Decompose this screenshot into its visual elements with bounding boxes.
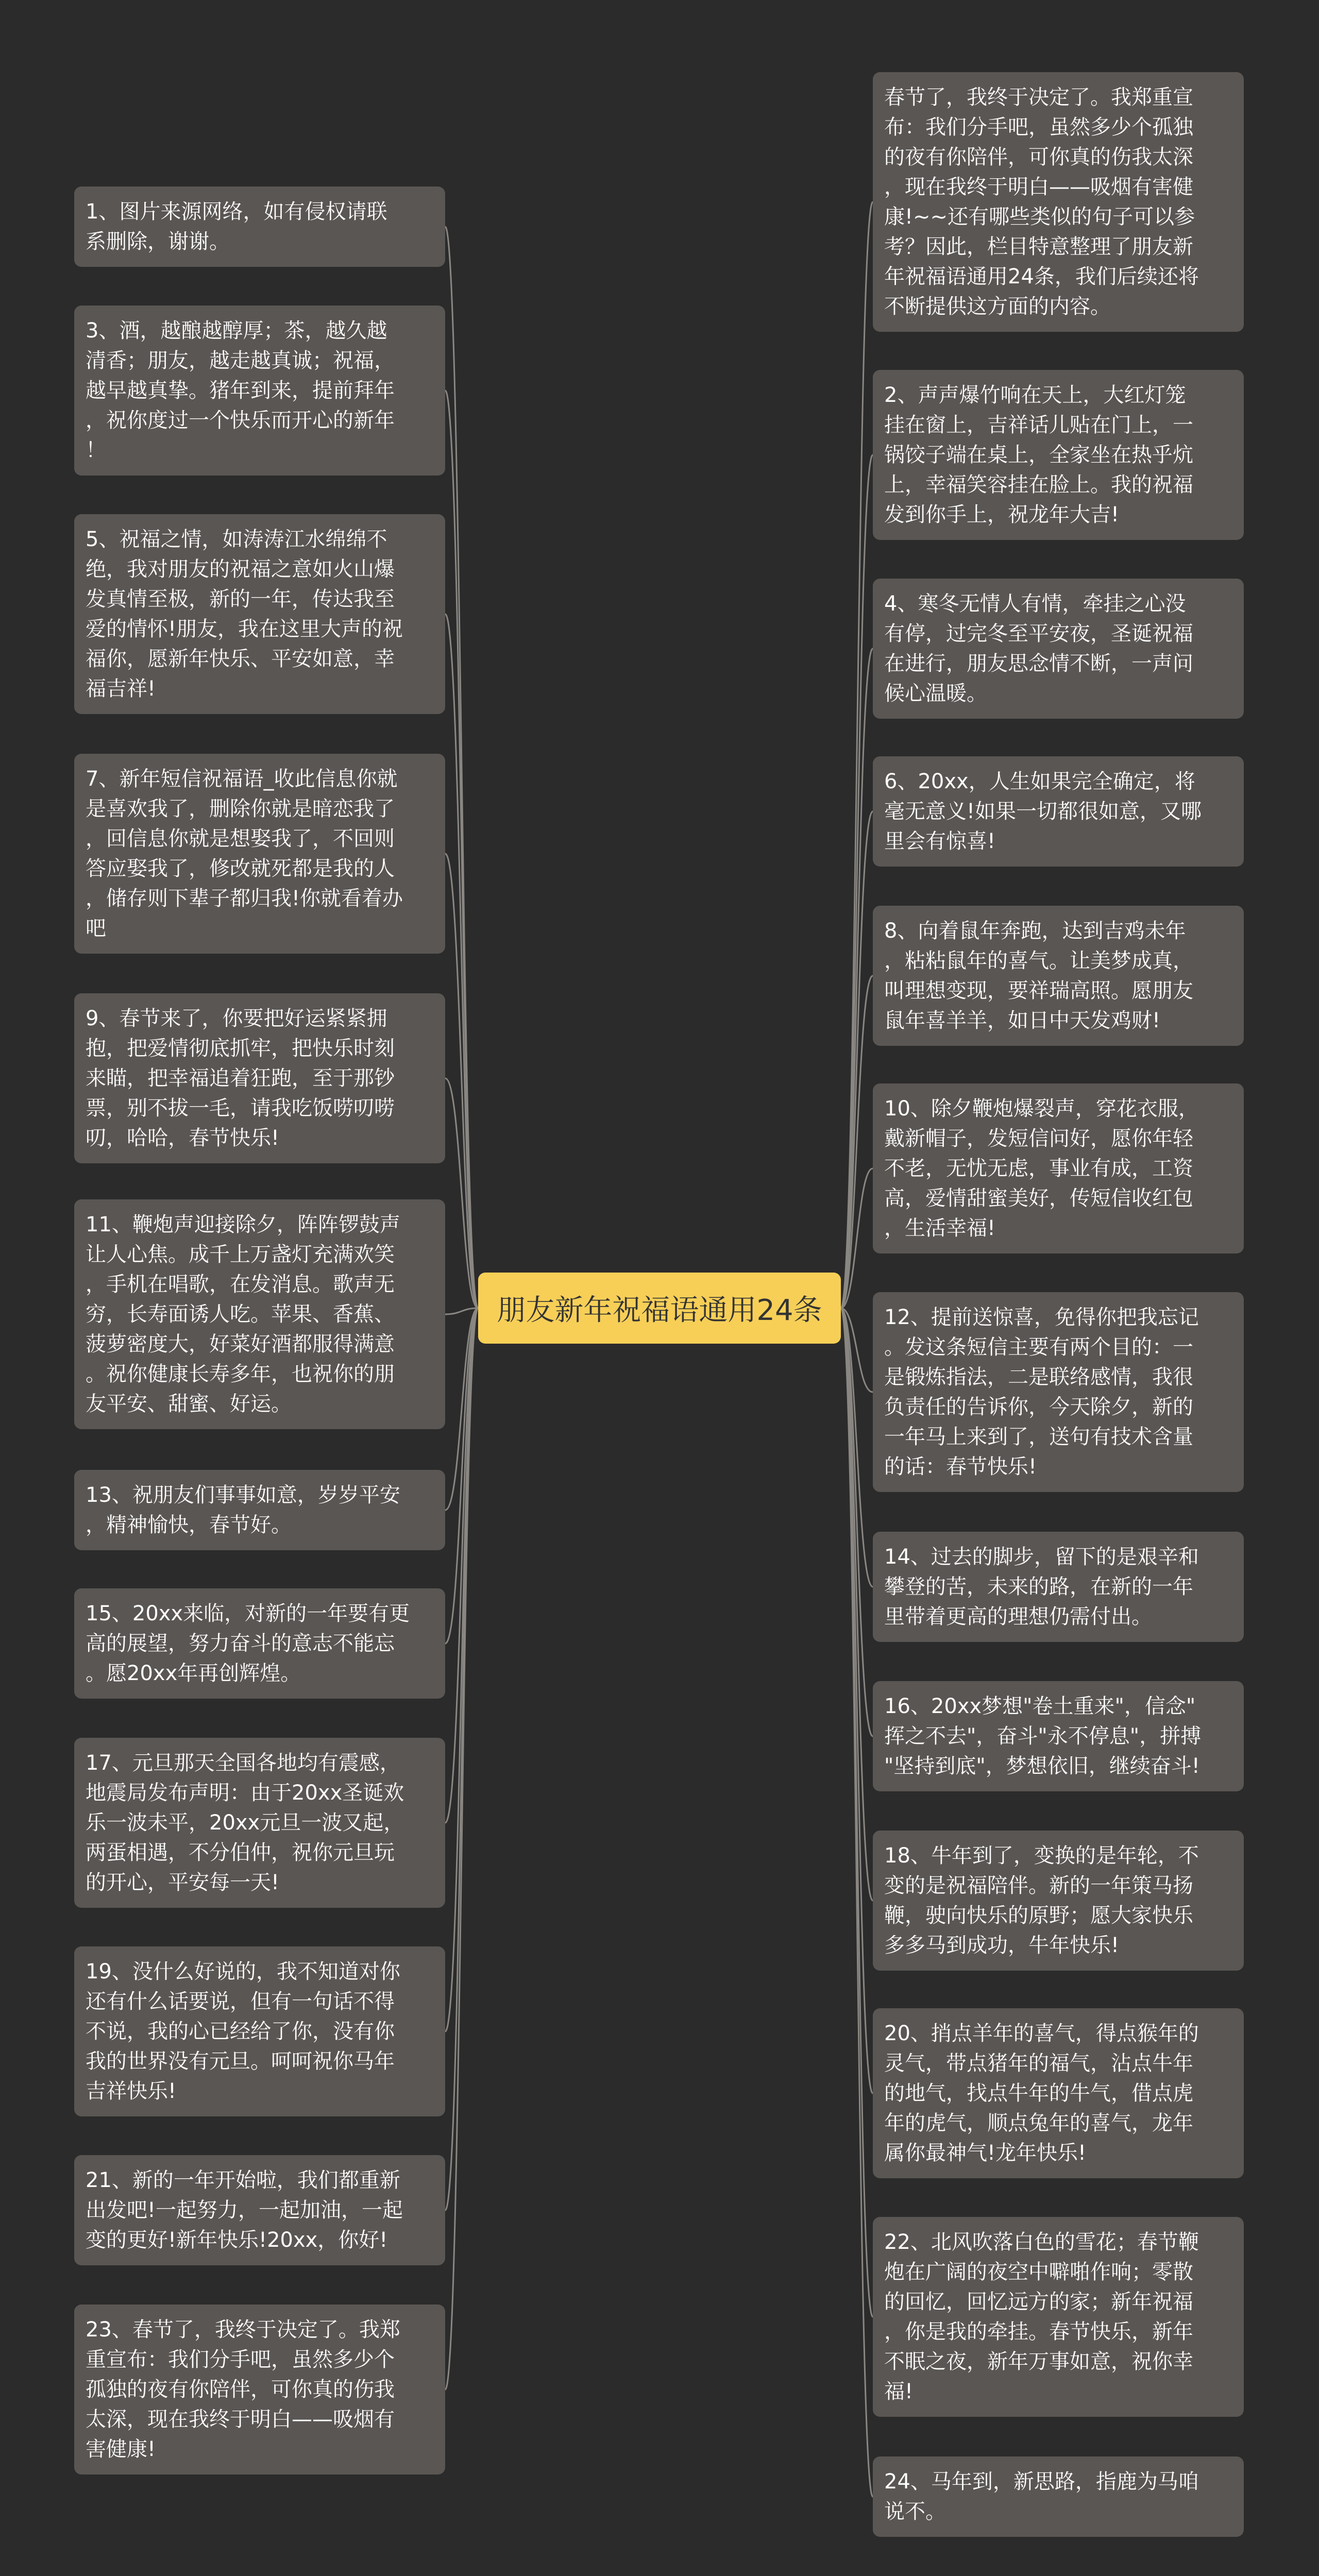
connector-left-10: [445, 1308, 478, 2210]
right-node-22[interactable]: 22、北风吹落白色的雪花；春节鞭 炮在广阔的夜空中噼啪作响；零散 的回忆，回忆远方的家；新年祝福 ，你是我的牵挂。春节快乐，新年 不眠之夜，新年万事如意，祝你幸 福!: [873, 2217, 1244, 2417]
left-node-23[interactable]: 23、春节了，我终于决定了。我郑 重宣布：我们分手吧，虽然多少个 孤独的夜有你陪伴，可你真的伤我 太深，现在我终于明白——吸烟有 害健康!: [74, 2304, 445, 2475]
right-node-8[interactable]: 8、向着鼠年奔跑，达到吉鸡未年 ，粘粘鼠年的喜气。让美梦成真， 叫理想变现，要祥瑞高照。愿朋友 鼠年喜羊羊，如日中天发鸡财!: [873, 906, 1244, 1046]
left-node-15[interactable]: 15、20xx来临，对新的一年要有更 高的展望，努力奋斗的意志不能忘 。愿20xx年再创辉煌。: [74, 1588, 445, 1699]
right-node-20[interactable]: 20、捎点羊年的喜气，得点猴年的 灵气，带点猪年的福气，沾点牛年 的地气，找点牛年的牛气，借点虎 年的虎气，顺点兔年的喜气，龙年 属你最神气!龙年快乐!: [873, 2008, 1244, 2178]
left-node-7[interactable]: 7、新年短信祝福语_收此信息你就 是喜欢我了，删除你就是暗恋我了 ，回信息你就是想娶我了，不回则 答应娶我了，修改就死都是我的人 ，储存则下辈子都归我!你就看着办 吧: [74, 754, 445, 954]
left-node-11[interactable]: 11、鞭炮声迎接除夕，阵阵锣鼓声 让人心焦。成千上万盏灯充满欢笑 ，手机在唱歌，在发消息。歌声无 穷，长寿面诱人吃。苹果、香蕉、 菠萝密度大，好菜好酒都服得满意 。祝你健康长寿多年，也祝你的朋 友平安、甜蜜、好运。: [74, 1199, 445, 1429]
connector-left-0: [445, 227, 478, 1308]
connector-right-12: [841, 1308, 873, 2497]
right-node-16[interactable]: 16、20xx梦想"卷土重来"，信念" 挥之不去"，奋斗"永不停息"，拼搏 "坚持到底"，梦想依旧，继续奋斗!: [873, 1681, 1244, 1791]
right-node-6[interactable]: 6、20xx，人生如果完全确定，将 毫无意义!如果一切都很如意，又哪 里会有惊喜!: [873, 756, 1244, 867]
connector-right-10: [841, 1308, 873, 2093]
left-node-21[interactable]: 21、新的一年开始啦，我们都重新 出发吧!一起努力，一起加油，一起 变的更好!新年快乐!20xx，你好!: [74, 2155, 445, 2265]
left-node-17[interactable]: 17、元旦那天全国各地均有震感， 地震局发布声明：由于20xx圣诞欢 乐一波未平，20xx元旦一波又起， 两蛋相遇，不分伯仲，祝你元旦玩 的开心，平安每一天!: [74, 1738, 445, 1908]
connector-left-3: [445, 854, 478, 1308]
root-topic-label: 朋友新年祝福语通用24条: [497, 1294, 822, 1327]
right-node-2[interactable]: 2、声声爆竹响在天上，大红灯笼 挂在窗上，吉祥话儿贴在门上，一 锅饺子端在桌上，全家坐在热乎炕 上，幸福笑容挂在脸上。我的祝福 发到你手上，祝龙年大吉!: [873, 370, 1244, 540]
left-node-13[interactable]: 13、祝朋友们事事如意，岁岁平安 ，精神愉快，春节好。: [74, 1470, 445, 1550]
connector-right-1: [841, 455, 873, 1308]
right-node-12[interactable]: 12、提前送惊喜，免得你把我忘记 。发这条短信主要有两个目的：一 是锻炼指法，二是联络感情，我很 负责任的告诉你，今天除夕，新的 一年马上来到了，送句有技术含量 的话：春节快乐!: [873, 1292, 1244, 1492]
right-node-18[interactable]: 18、牛年到了，变换的是年轮，不 变的是祝福陪伴。新的一年策马扬 鞭，驶向快乐的原野；愿大家快乐 多多马到成功，牛年快乐!: [873, 1831, 1244, 1971]
left-node-5[interactable]: 5、祝福之情，如涛涛江水绵绵不 绝，我对朋友的祝福之意如火山爆 发真情至极，新的一年，传达我至 爱的情怀!朋友，我在这里大声的祝 福你，愿新年快乐、平安如意，幸 福吉祥!: [74, 514, 445, 714]
right-node-14[interactable]: 14、过去的脚步，留下的是艰辛和 攀登的苦，未来的路，在新的一年 里带着更高的理想仍需付出。: [873, 1532, 1244, 1642]
left-node-3[interactable]: 3、酒，越酿越醇厚；茶，越久越 清香；朋友，越走越真诚；祝福， 越早越真挚。猪年到来，提前拜年 ，祝你度过一个快乐而开心的新年 ！: [74, 306, 445, 476]
root-topic[interactable]: [478, 1273, 841, 1344]
right-node-24[interactable]: 24、马年到，新思路，指鹿为马咱 说不。: [873, 2456, 1244, 2537]
connector-left-1: [445, 391, 478, 1308]
connector-left-7: [445, 1308, 478, 1643]
left-node-19[interactable]: 19、没什么好说的，我不知道对你 还有什么话要说，但有一句话不得 不说，我的心已经给了你，没有你 我的世界没有元旦。呵呵祝你马年 吉祥快乐!: [74, 1946, 445, 2116]
right-node-4[interactable]: 4、寒冬无情人有情，牵挂之心没 有停，过完冬至平安夜，圣诞祝福 在进行，朋友思念情不断，一声问 候心温暖。: [873, 579, 1244, 719]
left-node-9[interactable]: 9、春节来了，你要把好运紧紧拥 抱，把爱情彻底抓牢，把快乐时刻 来瞄，把幸福追着狂跑，至于那钞 票，别不拔一毛，请我吃饭唠叨唠 叨，哈哈，春节快乐!: [74, 993, 445, 1163]
left-node-1[interactable]: 1、图片来源网络，如有侵权请联 系删除，谢谢。: [74, 187, 445, 267]
right-node-intro[interactable]: 春节了，我终于决定了。我郑重宣 布：我们分手吧，虽然多少个孤独 的夜有你陪伴，可你真的伤我太深 ，现在我终于明白——吸烟有害健 康!~~还有哪些类似的句子可以参 考？因此，栏目特意整理了朋友新 年祝福语通用24条，我们后续还将 不断提供这方面的内容。: [873, 72, 1244, 332]
right-node-10[interactable]: 10、除夕鞭炮爆裂声，穿花衣服， 戴新帽子，发短信问好，愿你年轻 不老，无忧无虑，事业有成，工资 高，爱情甜蜜美好，传短信收红包 ，生活幸福!: [873, 1083, 1244, 1253]
